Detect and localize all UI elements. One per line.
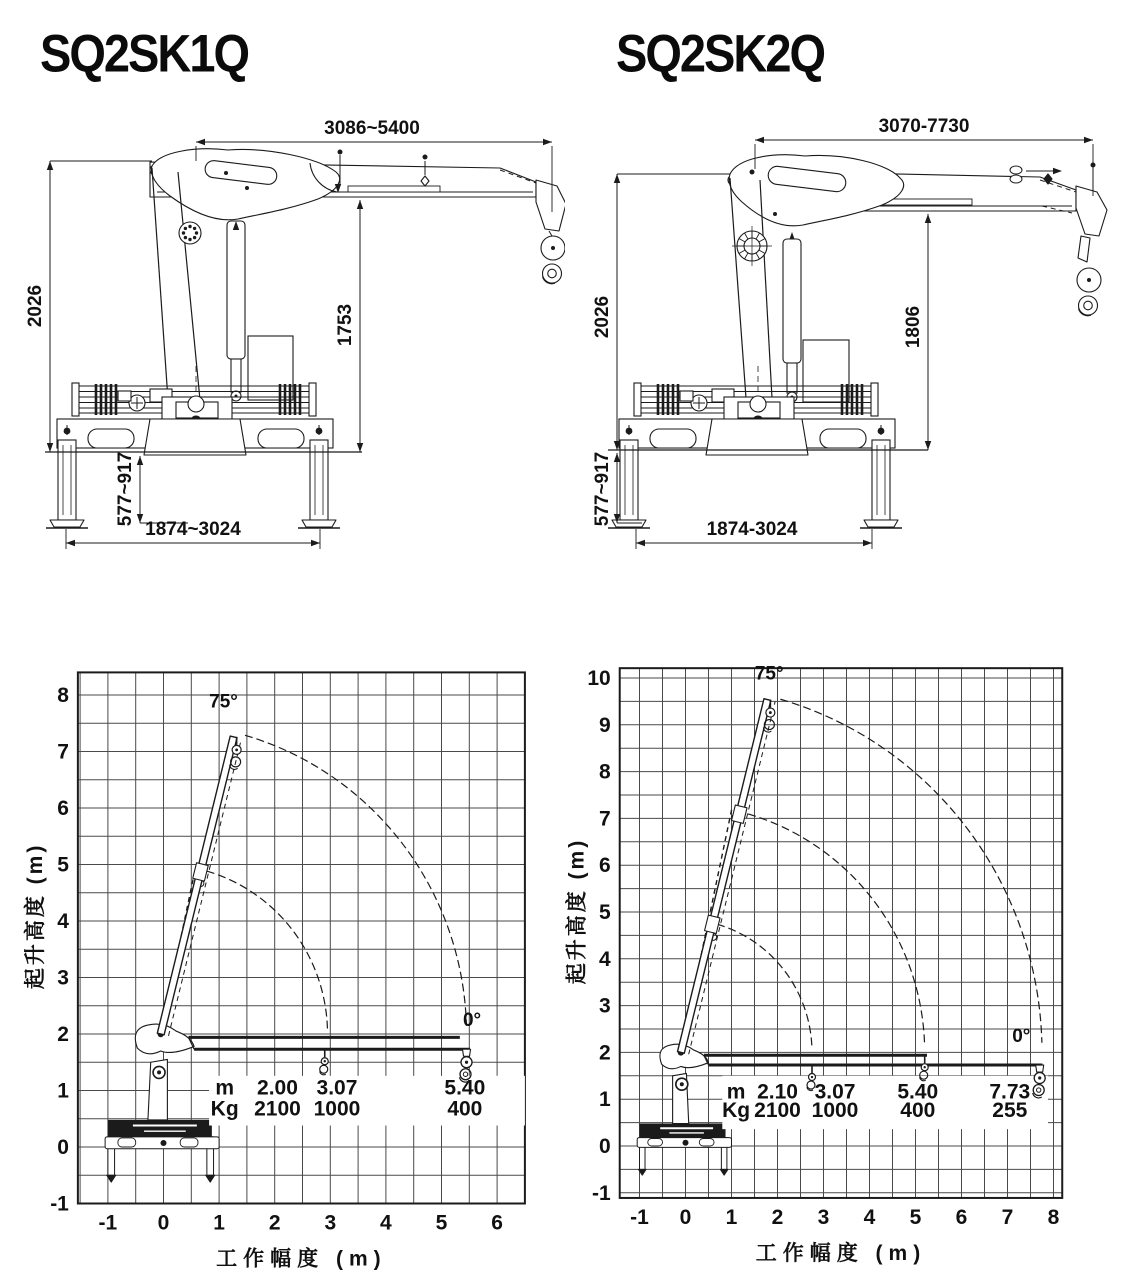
dimension-label: 2026	[25, 284, 46, 328]
x-tick-label: -1	[98, 1211, 118, 1235]
y-tick-label: 3	[57, 966, 69, 990]
y-tick-label: 5	[599, 901, 611, 924]
x-tick-label: 5	[909, 1205, 922, 1229]
table-radius-value: 2.10	[757, 1080, 798, 1104]
y-tick-label: -1	[50, 1192, 69, 1216]
dimension-label: 3086~5400	[324, 118, 420, 139]
angle-label: 75°	[754, 663, 784, 685]
table-radius-value: 3.07	[814, 1080, 856, 1104]
x-tick-label: 4	[380, 1211, 392, 1235]
y-tick-label: 1	[57, 1079, 69, 1103]
table-row-label: Kg	[722, 1098, 751, 1122]
y-tick-label: 8	[57, 684, 69, 707]
y-axis-title: 起升高度 (m)	[565, 837, 589, 985]
table-capacity-value: 400	[900, 1098, 936, 1122]
dimension-label: 1753	[335, 303, 356, 347]
y-tick-label: 7	[57, 740, 69, 764]
x-tick-label: 4	[863, 1205, 876, 1229]
y-tick-label: 9	[599, 713, 611, 737]
dimension-label: 577~917	[115, 451, 136, 527]
table-radius-value: 3.07	[316, 1076, 358, 1100]
y-tick-label: 10	[587, 667, 611, 690]
y-tick-label: 8	[599, 760, 611, 784]
load-chart-sq2sk2q	[565, 640, 1123, 1280]
y-tick-label: 1	[599, 1088, 611, 1112]
table-row-label: Kg	[210, 1097, 239, 1121]
table-radius-value: 5.40	[444, 1076, 486, 1100]
dimension-label: 1874~3024	[145, 519, 241, 540]
y-tick-label: 4	[599, 947, 611, 971]
table-capacity-value: 2100	[254, 1097, 301, 1121]
x-tick-label: 2	[771, 1205, 784, 1229]
x-tick-label: 1	[725, 1205, 738, 1229]
crane-dimension-drawing-sq2sk2q	[565, 85, 1123, 565]
y-tick-label: 0	[57, 1136, 69, 1159]
table-radius-value: 2.00	[257, 1076, 298, 1100]
load-chart-sq2sk1q	[0, 640, 565, 1280]
x-tick-label: 6	[955, 1205, 968, 1229]
x-tick-label: 5	[435, 1211, 448, 1235]
table-capacity-value: 255	[992, 1098, 1028, 1122]
model-title-sq2sk2q: SQ2SK2Q	[616, 23, 825, 83]
table-capacity-value: 400	[447, 1097, 483, 1121]
dimension-label: 577~917	[592, 451, 613, 527]
x-axis-title: 工作幅度 (m)	[216, 1247, 387, 1271]
y-tick-label: 6	[57, 797, 69, 820]
crane-dimension-drawing-sq2sk1q	[0, 85, 565, 565]
y-tick-label: 3	[599, 994, 611, 1018]
dimension-label: 3070-7730	[878, 116, 970, 137]
x-tick-label: 3	[324, 1211, 337, 1235]
dimension-label: 2026	[592, 295, 613, 339]
x-tick-label: 8	[1047, 1205, 1060, 1229]
x-tick-label: 0	[157, 1211, 170, 1235]
y-tick-label: 6	[599, 854, 611, 878]
x-axis-title: 工作幅度 (m)	[755, 1241, 927, 1265]
x-tick-label: 0	[679, 1205, 692, 1229]
x-tick-label: 1	[213, 1211, 225, 1235]
table-radius-value: 5.40	[897, 1080, 939, 1104]
crane-figure	[608, 155, 1107, 528]
x-tick-label: 7	[1001, 1205, 1014, 1229]
table-capacity-value: 1000	[811, 1098, 859, 1122]
y-axis-title: 起升高度 (m)	[23, 842, 47, 990]
table-row-label: m	[215, 1076, 235, 1100]
x-tick-label: -1	[630, 1205, 649, 1229]
y-tick-label: 2	[57, 1023, 69, 1046]
table-capacity-value: 1000	[313, 1097, 361, 1121]
y-tick-label: 7	[599, 807, 611, 831]
table-capacity-value: 2100	[754, 1098, 801, 1122]
angle-label: 0°	[462, 1010, 482, 1032]
y-tick-label: 0	[599, 1135, 611, 1158]
y-tick-label: 5	[57, 853, 69, 877]
x-tick-label: 6	[491, 1211, 503, 1235]
y-tick-label: 4	[57, 910, 69, 933]
x-tick-label: 2	[268, 1211, 281, 1235]
y-tick-label: 2	[599, 1041, 611, 1065]
y-tick-label: -1	[592, 1181, 611, 1205]
dimension-label: 1874-3024	[706, 519, 798, 540]
angle-label: 0°	[1012, 1026, 1031, 1048]
x-tick-label: 3	[817, 1205, 830, 1229]
table-radius-value: 7.73	[989, 1080, 1031, 1104]
load-table	[722, 1076, 1048, 1129]
model-title-sq2sk1q: SQ2SK1Q	[40, 23, 249, 83]
table-row-label: m	[726, 1080, 746, 1104]
angle-label: 75°	[209, 691, 238, 713]
dimension-label: 1806	[903, 305, 924, 349]
load-table	[209, 1076, 525, 1126]
